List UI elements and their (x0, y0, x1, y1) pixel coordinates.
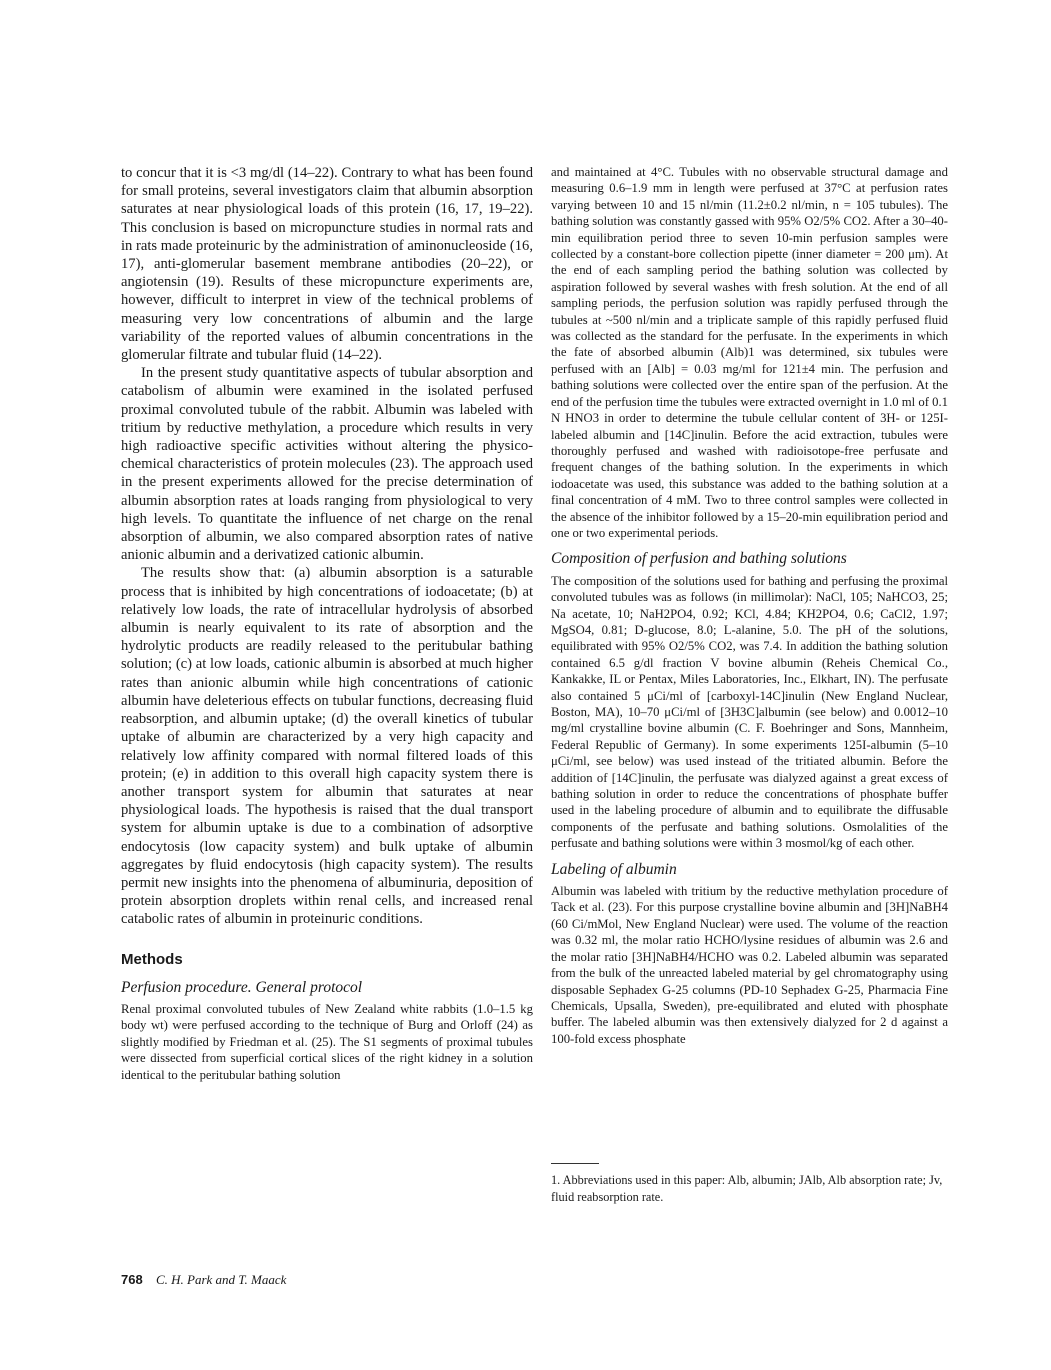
body-paragraph: The results show that: (a) albumin absorption is a saturable process that is inhibited by high concentrations of iodoacetate; (b) at relatively low loads, the rate of intracellular hydrolysis of absorbed albumin is nearly equivalent to its rate of absorption and the hydrolytic products are readily released to the peritubular bathing solution; (c) at low loads, cationic albumin is absorbed at much higher rates than anionic albumin while high concentrations of cationic albumin have deleterious effects on tubular functions, decreasing fluid reabsorption, and albumin uptake; (d) the overall kinetics of tubular uptake of albumin are characterized by a very high capacity and relatively low affinity compared with normal filtered loads of this protein; (e) in addition to this overall high capacity system there is another transport system for albumin that saturates at near physiological loads. The hypothesis is raised that the dual transport system for albumin uptake is due to a combination of adsorptive endocytosis (low capacity system) and bulk uptake of albumin aggregates by fluid endocytosis (high capacity system). The results permit new insights into the phenomena of albuminuria, deposition of protein absorption droplets within renal cells, and increased renal catabolic rates of albumin in proteinuric conditions. (121, 565, 533, 928)
body-paragraph: In the present study quantitative aspects of tubular absorption and catabolism of albumin were examined in the isolated perfused proximal convoluted tubule of the rabbit. Albumin was labeled with tritium by reductive methylation, a procedure which results in very high radioactive specific activities without altering the physico-chemical characteristics of protein molecules (23). The approach used in the present experiments allowed for the precise determination of albumin absorption rates at loads ranging from physiological to very high levels. To quantitate the influence of net charge on the renal absorption of albumin, we also compared absorption rates of native anionic albumin and a derivatized cationic albumin. (121, 365, 533, 564)
body-paragraph: The composition of the solutions used for bathing and perfusing the proximal convoluted tubules was as follows (in millimolar): NaCl, 105; NaHCO3, 25; Na acetate, 10; NaH2PO4, 0.92; KCl, 4.84; KH2PO4, 0.6; CaCl2, 1.97; MgSO4, 0.81; D-glucose, 8.0; L-alanine, 5.0. The pH of the solutions, equilibrated with 95% O2/5% CO2, was 7.4. In addition the bathing solution contained 6.5 g/dl fraction V bovine albumin (Reheis Chemical Co., Kankakke, IL or Pentax, Miles Laboratories, Inc., Elkhart, IN). The perfusate also contained 5 μCi/ml of [carboxyl-14C]inulin (New England Nuclear, Boston, MA), 10–70 μCi/ml of [3H3C]albumin (see below) and 0.0012–10 mg/ml crystalline bovine albumin (C. F. Boehringer and Sons, Mannheim, Federal Republic of Germany). In some experiments 125I-albumin (5–10 μCi/ml, see below) was used instead of the tritiated albumin. Before the addition of [14C]inulin, the perfusate was dialyzed against a great excess of bathing solution in order to reduce the concentrations of phosphate buffer used in the labeling procedure of albumin and to equilibrate the diffusable components of the perfusate and bathing solutions. Osmolalities of the perfusate and bathing solutions were within 3 mosmol/kg of each other. (551, 573, 948, 851)
body-paragraph: and maintained at 4°C. Tubules with no observable structural damage and measuring 0.6–1.9 mm in length were perfused at 37°C at perfusion rates varying between 10 and 15 nl/min (11.2±0.2 nl/min, n = 105 tubules). The bathing solution was constantly gassed with 95% O2/5% CO2. After a 30–40-min equilibration period three to seven 10-min perfusion samples were collected by a constant-bore collection pipette (inner diameter = 200 μm). At the end of each sampling period the bathing solution was collected by aspiration followed by several washes with fresh solution. At the end of all sampling periods, the perfusion solution was rapidly perfused through the tubules at ~500 nl/min and a triplicate sample of this rapidly perfused fluid was collected as the standard for the perfusate. In the experiments in which the fate of absorbed albumin (Alb)1 was determined, six tubules were perfused with an [Alb] = 0.03 mg/ml for 121±4 min. The perfusion and bathing solutions were collected over the entire span of the perfusion. At the end of the perfusion time the tubules were extracted overnight in 1.0 ml of 0.1 N HNO3 in order to determine the tubule cellular content of 3H- or 125I-labeled albumin and [14C]inulin. Before the acid extraction, tubules were thoroughly perfused and washed with radioisotope-free perfusate and frequent changes of the bathing solution. In the experiments in which iodoacetate was used, this substance was added to the bathing solution at a final concentration of 4 mM. Two to three control samples were collected in the absence of the inhibitor followed by a 15–20-min equilibration period and one or two experimental periods. (551, 165, 948, 540)
footnote: 1. Abbreviations used in this paper: Alb, albumin; JAlb, Alb absorption rate; Jv, fluid reabsorption rate. (551, 1173, 943, 1204)
page-number: 768 (121, 1272, 143, 1287)
right-column (551, 164, 948, 1047)
page-footer (121, 1272, 286, 1288)
labeling-subheading: Labeling of albumin (551, 860, 677, 878)
body-paragraph: to concur that it is <3 mg/dl (14–22). Contrary to what has been found for small proteins, several investigators claim that albumin absorption saturates at near physiological loads of this protein (16, 17, 19–22). This conclusion is based on micropuncture studies in normal rats and in rats made proteinuric by the administration of aminonucleoside (16, 17), anti-glomerular basement membrane antibodies (20–22), or angiotensin (19). Results of these micropuncture experiments are, however, difficult to interpret in view of the technical problems of measuring very low concentrations of albumin and the large variability of the reported values of albumin concentrations in the glomerular filtrate and tubular fluid (14–22). (121, 165, 533, 364)
running-authors: C. H. Park and T. Maack (155, 1272, 287, 1287)
left-column (121, 164, 533, 1083)
perfusion-subheading: Perfusion procedure. General protocol (121, 978, 363, 996)
body-paragraph: Albumin was labeled with tritium by the reductive methylation procedure of Tack et al. (23). For this purpose crystalline bovine albumin and [3H]NaBH4 (60 Ci/mMol, New England Nuclear) were used. The volume of the reaction was 0.32 ml, the molar ratio HCHO/lysine residues of albumin was 2.6 and the molar ratio [3H]NaBH4/HCHO was 0.2. Labeled albumin was separated from the bulk of the unreacted labeled material by gel chromatography using disposable Sephadex G-25 columns (PD-10 Sephadex G-25, Pharmacia Fine Chemicals, Upsalla, Sweden), pre-equilibrated and eluted with phosphate buffer. The labeled albumin was then extensively dialyzed for 2 d against a 100-fold excess phosphate (551, 884, 948, 1046)
composition-subheading: Composition of perfusion and bathing solutions (551, 550, 847, 568)
footnote-divider (551, 1163, 599, 1164)
methods-heading: Methods (121, 950, 183, 968)
body-paragraph: Renal proximal convoluted tubules of New Zealand white rabbits (1.0–1.5 kg body wt) were perfused according to the technique of Burg and Orloff (24) as slightly modified by Friedman et al. (25). The S1 segments of proximal tubules were dissected from superficial cortical slices of the right kidney in a solution identical to the peritubular bathing solution (121, 1001, 533, 1082)
